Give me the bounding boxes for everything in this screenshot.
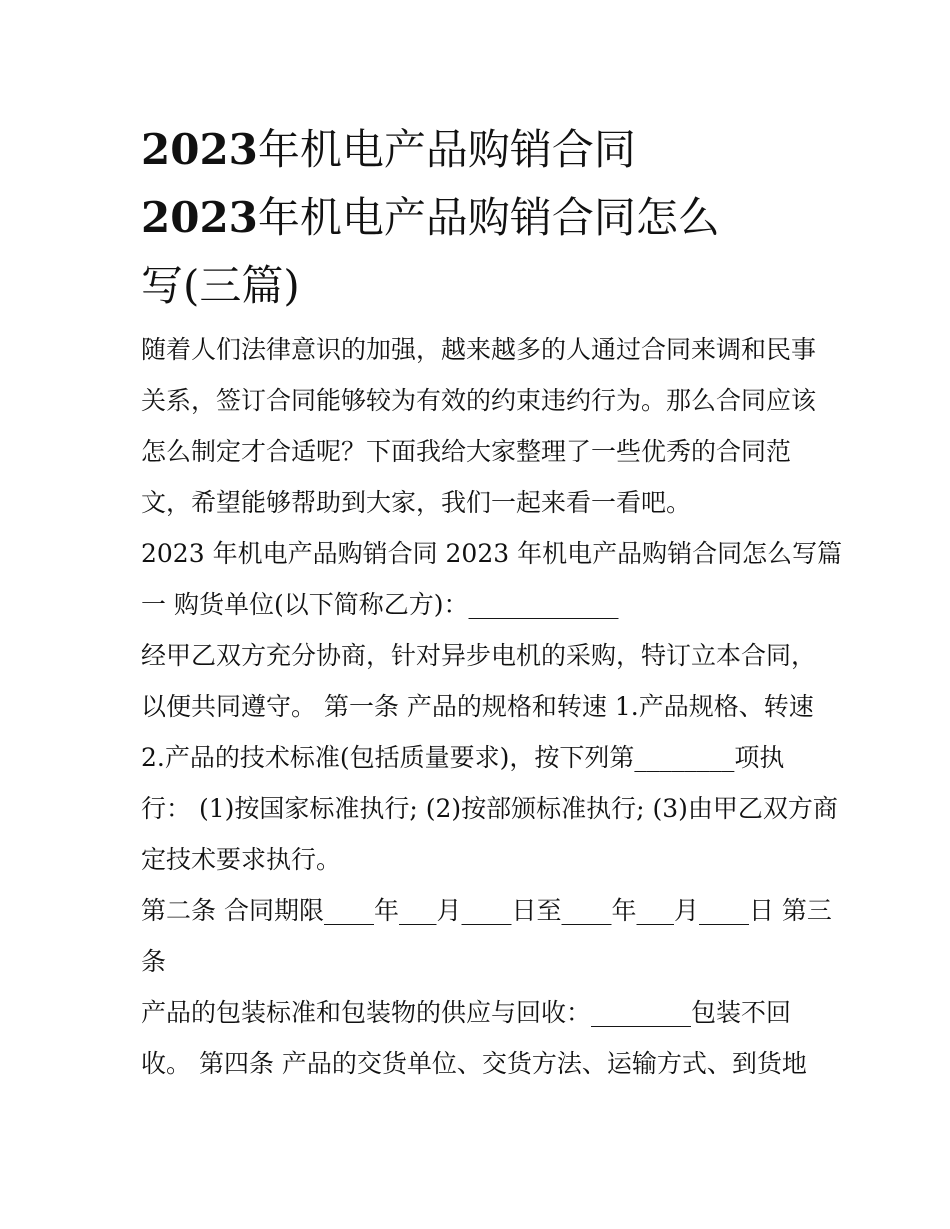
text-line: 行： (1)按国家标准执行; (2)按部颁标准执行; (3)由甲乙双方商 — [141, 794, 838, 823]
title-line-1 — [141, 116, 821, 184]
title-year: 2023 — [141, 125, 258, 174]
agreement-paragraph — [141, 630, 838, 885]
text-line: 条 — [141, 947, 167, 976]
text-line: 经甲乙双方充分协商，针对异步电机的采购，特订立本合同， — [141, 641, 817, 670]
title-year: 2023 — [141, 193, 258, 242]
title-text: 年机电产品购销合同怎么 — [257, 193, 720, 242]
text-line: 一 购货单位(以下简称乙方)：____________ — [141, 590, 619, 619]
title-line-3 — [141, 252, 821, 320]
contract-term-paragraph — [141, 885, 832, 987]
document-content — [141, 116, 843, 1089]
document-title — [141, 116, 821, 320]
title-text: 写(三篇) — [141, 261, 300, 310]
text-line: 关系，签订合同能够较为有效的约束违约行为。那么合同应该 — [141, 386, 817, 415]
title-line-2 — [141, 184, 821, 252]
intro-paragraph — [141, 324, 821, 528]
text-line: 定技术要求执行。 — [141, 845, 342, 874]
section-heading-paragraph — [141, 528, 843, 630]
title-text: 年机电产品购销合同 — [257, 125, 636, 174]
text-line: 收。 第四条 产品的交货单位、交货方法、运输方式、到货地 — [141, 1049, 807, 1078]
text-line: 怎么制定才合适呢？下面我给大家整理了一些优秀的合同范 — [141, 437, 792, 466]
packaging-paragraph — [141, 987, 821, 1089]
text-line: 第二条 合同期限____年___月____日至____年___月____日 第三 — [141, 896, 832, 925]
text-line: 2.产品的技术标准(包括质量要求)，按下列第________项执 — [141, 743, 785, 772]
text-line: 2023 年机电产品购销合同 2023 年机电产品购销合同怎么写篇 — [141, 539, 843, 568]
text-line: 产品的包装标准和包装物的供应与回收：________包装不回 — [141, 998, 792, 1027]
text-line: 文，希望能够帮助到大家，我们一起来看一看吧。 — [141, 488, 692, 517]
text-line: 以便共同遵守。 第一条 产品的规格和转速 1.产品规格、转速 — [141, 692, 814, 721]
text-line: 随着人们法律意识的加强，越来越多的人通过合同来调和民事 — [141, 335, 817, 364]
document-body — [141, 324, 843, 1089]
